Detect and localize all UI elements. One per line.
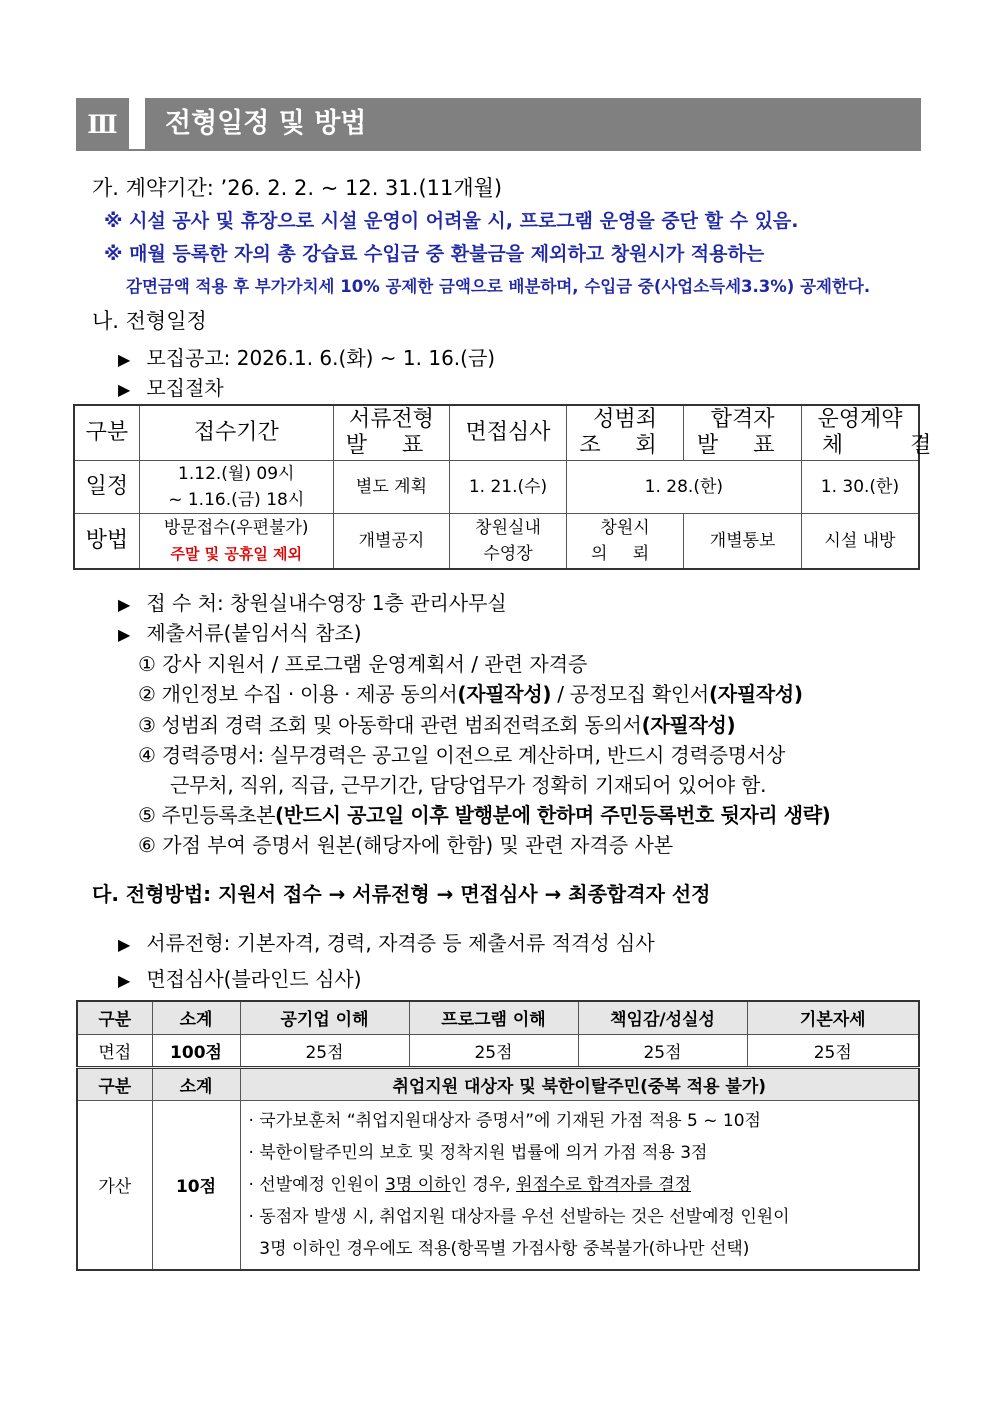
procedure-text: 모집절차 bbox=[146, 376, 224, 400]
header-line: 체 결 bbox=[821, 432, 962, 458]
schedule-table bbox=[73, 404, 962, 570]
row-label: 가산 bbox=[77, 1100, 152, 1270]
cell-line: 수영장 bbox=[483, 543, 533, 564]
doc-item-text: ② 개인정보 수집 · 이용 · 제공 동의서 bbox=[138, 682, 458, 706]
bonus-underlined: 3명 이하 bbox=[385, 1174, 451, 1195]
table-cell bbox=[566, 513, 684, 569]
contract-note-2b: 감면금액 적용 후 부가가치세 10% 공제한 금액으로 배분하며, 수입금 중(사업소득세3.3%) 공제한다. bbox=[126, 277, 871, 296]
docs-title-line bbox=[118, 617, 362, 646]
bonus-item: 3명 이하인 경우에도 적용(항목별 가점사항 중복불가(하나만 선택) bbox=[248, 1238, 750, 1259]
contract-note-1: ※ 시설 공사 및 휴장으로 시설 운영이 어려울 시, 프로그램 운영을 중단 할 수 있음. bbox=[104, 210, 799, 232]
doc-item-1: ① 강사 지원서 / 프로그램 운영계획서 / 관련 자격증 bbox=[138, 652, 588, 676]
doc-item-5 bbox=[138, 799, 830, 828]
table-cell: 25점 bbox=[747, 1034, 919, 1067]
docs-title-text: 제출서류(붙임서식 참조) bbox=[146, 621, 362, 645]
header-line: 서류전형 bbox=[348, 406, 434, 432]
cell-line: 창원실내 bbox=[475, 517, 541, 538]
evaluation-table bbox=[76, 1000, 920, 1271]
doc-item-emphasis: (자필작성) bbox=[641, 713, 736, 737]
section-title: 전형일정 및 방법 bbox=[165, 108, 367, 139]
method-heading: 다. 전형방법: 지원서 접수 → 서류전형 → 면접심사 → 최종합격자 선정 bbox=[92, 882, 711, 906]
header-cell: 책임감/성실성 bbox=[578, 1001, 747, 1034]
row-label: 방법 bbox=[74, 513, 139, 569]
table-header-row bbox=[77, 1001, 919, 1034]
notice-text: 모집공고: 2026.1. 6.(화) ~ 1. 16.(금) bbox=[146, 346, 496, 370]
header-cell: 구분 bbox=[77, 1067, 152, 1100]
schedule-heading: 나. 전형일정 bbox=[92, 309, 207, 333]
table-cell bbox=[450, 513, 567, 569]
bullet-triangle-icon: ▶ bbox=[118, 971, 131, 990]
doc-item-4: ④ 경력증명서: 실무경력은 공고일 이전으로 계산하며, 반드시 경력증명서상 bbox=[138, 743, 786, 767]
table-cell: 개별공지 bbox=[333, 513, 450, 569]
row-label: 면접 bbox=[77, 1034, 152, 1067]
cell-line-highlight: 주말 및 공휴일 제외 bbox=[170, 544, 303, 563]
table-cell: 개별통보 bbox=[684, 513, 802, 569]
table-cell: 100점 bbox=[152, 1034, 240, 1067]
table-row bbox=[77, 1034, 919, 1067]
table-row bbox=[77, 1100, 919, 1270]
header-cell: 구분 bbox=[77, 1001, 152, 1034]
table-cell: 25점 bbox=[409, 1034, 578, 1067]
procedure-line bbox=[118, 372, 224, 401]
header-cell: 기본자세 bbox=[747, 1001, 919, 1034]
doc-item-3 bbox=[138, 709, 735, 738]
interview-line bbox=[118, 963, 362, 992]
header-cell: 접수기간 bbox=[139, 405, 333, 460]
table-cell: 시설 내방 bbox=[801, 513, 919, 569]
table-row bbox=[74, 460, 919, 513]
bullet-triangle-icon: ▶ bbox=[118, 595, 131, 614]
bullet-triangle-icon: ▶ bbox=[118, 350, 131, 369]
row-label: 일정 bbox=[74, 460, 139, 513]
table-cell: 25점 bbox=[578, 1034, 747, 1067]
bullet-triangle-icon: ▶ bbox=[118, 380, 131, 399]
table-cell bbox=[139, 460, 333, 513]
doc-item-4-cont: 근무처, 직위, 직급, 근무기간, 담당업무가 정확히 기재되어 있어야 함. bbox=[170, 773, 767, 797]
doc-screen-text: 서류전형: 기본자격, 경력, 자격증 등 제출서류 적격성 심사 bbox=[146, 931, 655, 955]
header-cell: 소계 bbox=[152, 1067, 240, 1100]
section-number: Ⅲ bbox=[76, 98, 129, 150]
table-cell bbox=[139, 513, 333, 569]
header-cell bbox=[684, 405, 802, 460]
header-line: 운영계약 bbox=[817, 406, 903, 432]
table-header-row bbox=[77, 1067, 919, 1100]
bonus-item: · 국가보훈처 “취업지원대상자 증명서”에 기재된 가점 적용 5 ~ 10점 bbox=[248, 1110, 761, 1131]
header-cell: 취업지원 대상자 및 북한이탈주민(중복 적용 불가) bbox=[240, 1067, 919, 1100]
table-cell: 1. 30.(한) bbox=[801, 460, 919, 513]
section-title-bar bbox=[145, 98, 921, 150]
table-row bbox=[74, 513, 919, 569]
bonus-item: · 북한이탈주민의 보호 및 정착지원 법률에 의거 가점 적용 3점 bbox=[248, 1142, 708, 1163]
table-cell: 1. 28.(한) bbox=[566, 460, 801, 513]
notice-line bbox=[118, 342, 495, 371]
table-header-row bbox=[74, 405, 919, 460]
office-line bbox=[118, 587, 507, 616]
table-cell: 1. 21.(수) bbox=[450, 460, 567, 513]
doc-item-emphasis: (자필작성) bbox=[708, 682, 803, 706]
header-line: 합격자 bbox=[710, 406, 775, 432]
bonus-text: · 선발예정 인원이 bbox=[248, 1174, 386, 1195]
doc-item-text: ⑤ 주민등록초본 bbox=[138, 803, 276, 827]
bullet-triangle-icon: ▶ bbox=[118, 625, 131, 644]
header-line: 조 회 bbox=[579, 432, 671, 458]
table-cell: 25점 bbox=[240, 1034, 409, 1067]
bonus-details bbox=[240, 1100, 919, 1270]
cell-line: 1.12.(월) 09시 bbox=[178, 463, 295, 484]
doc-item-emphasis: (자필작성) bbox=[457, 682, 552, 706]
doc-item-2 bbox=[138, 678, 803, 707]
doc-item-text: / 공정모집 확인서 bbox=[551, 682, 709, 706]
office-text: 접 수 처: 창원실내수영장 1층 관리사무실 bbox=[146, 591, 507, 615]
header-line: 발 표 bbox=[696, 432, 789, 458]
header-cell bbox=[801, 405, 962, 460]
bonus-text: 인 경우, bbox=[450, 1174, 517, 1195]
header-cell bbox=[333, 405, 450, 460]
header-cell bbox=[566, 405, 684, 460]
doc-item-text: ③ 성범죄 경력 조회 및 아동학대 관련 범죄전력조회 동의서 bbox=[138, 713, 642, 737]
header-cell: 면접심사 bbox=[450, 405, 567, 460]
table-cell: 10점 bbox=[152, 1100, 240, 1270]
bonus-item bbox=[249, 1169, 911, 1201]
bonus-item: · 동점자 발생 시, 취업지원 대상자를 우선 선발하는 것은 선발예정 인원이 bbox=[248, 1206, 790, 1227]
cell-line: 창원시 bbox=[600, 517, 650, 538]
cell-line: 의 뢰 bbox=[590, 543, 660, 564]
contract-period: 가. 계약기간: ’26. 2. 2. ~ 12. 31.(11개월) bbox=[92, 176, 503, 200]
bullet-triangle-icon: ▶ bbox=[118, 935, 131, 954]
interview-text: 면접심사(블라인드 심사) bbox=[146, 967, 362, 991]
section-divider bbox=[76, 149, 921, 151]
doc-screen-line bbox=[118, 927, 655, 956]
header-line: 성범죄 bbox=[593, 406, 657, 432]
header-line: 발 표 bbox=[345, 432, 438, 458]
table-cell: 별도 계획 bbox=[333, 460, 450, 513]
header-cell: 공기업 이해 bbox=[240, 1001, 409, 1034]
cell-line: ~ 1.16.(금) 18시 bbox=[168, 489, 305, 510]
bonus-underlined: 원점수로 합격자를 결정 bbox=[516, 1174, 692, 1195]
doc-item-6: ⑥ 가점 부여 증명서 원본(해당자에 한함) 및 관련 자격증 사본 bbox=[138, 833, 674, 857]
doc-item-emphasis: (반드시 공고일 이후 발행분에 한하며 주민등록번호 뒷자리 생략) bbox=[275, 803, 831, 827]
header-cell: 소계 bbox=[152, 1001, 240, 1034]
contract-note-2a: ※ 매월 등록한 자의 총 강습료 수입금 중 환불금을 제외하고 창원시가 적용하는 bbox=[104, 243, 765, 265]
cell-line: 방문접수(우편불가) bbox=[163, 517, 309, 538]
header-cell: 프로그램 이해 bbox=[409, 1001, 578, 1034]
header-cell: 구분 bbox=[74, 405, 139, 460]
